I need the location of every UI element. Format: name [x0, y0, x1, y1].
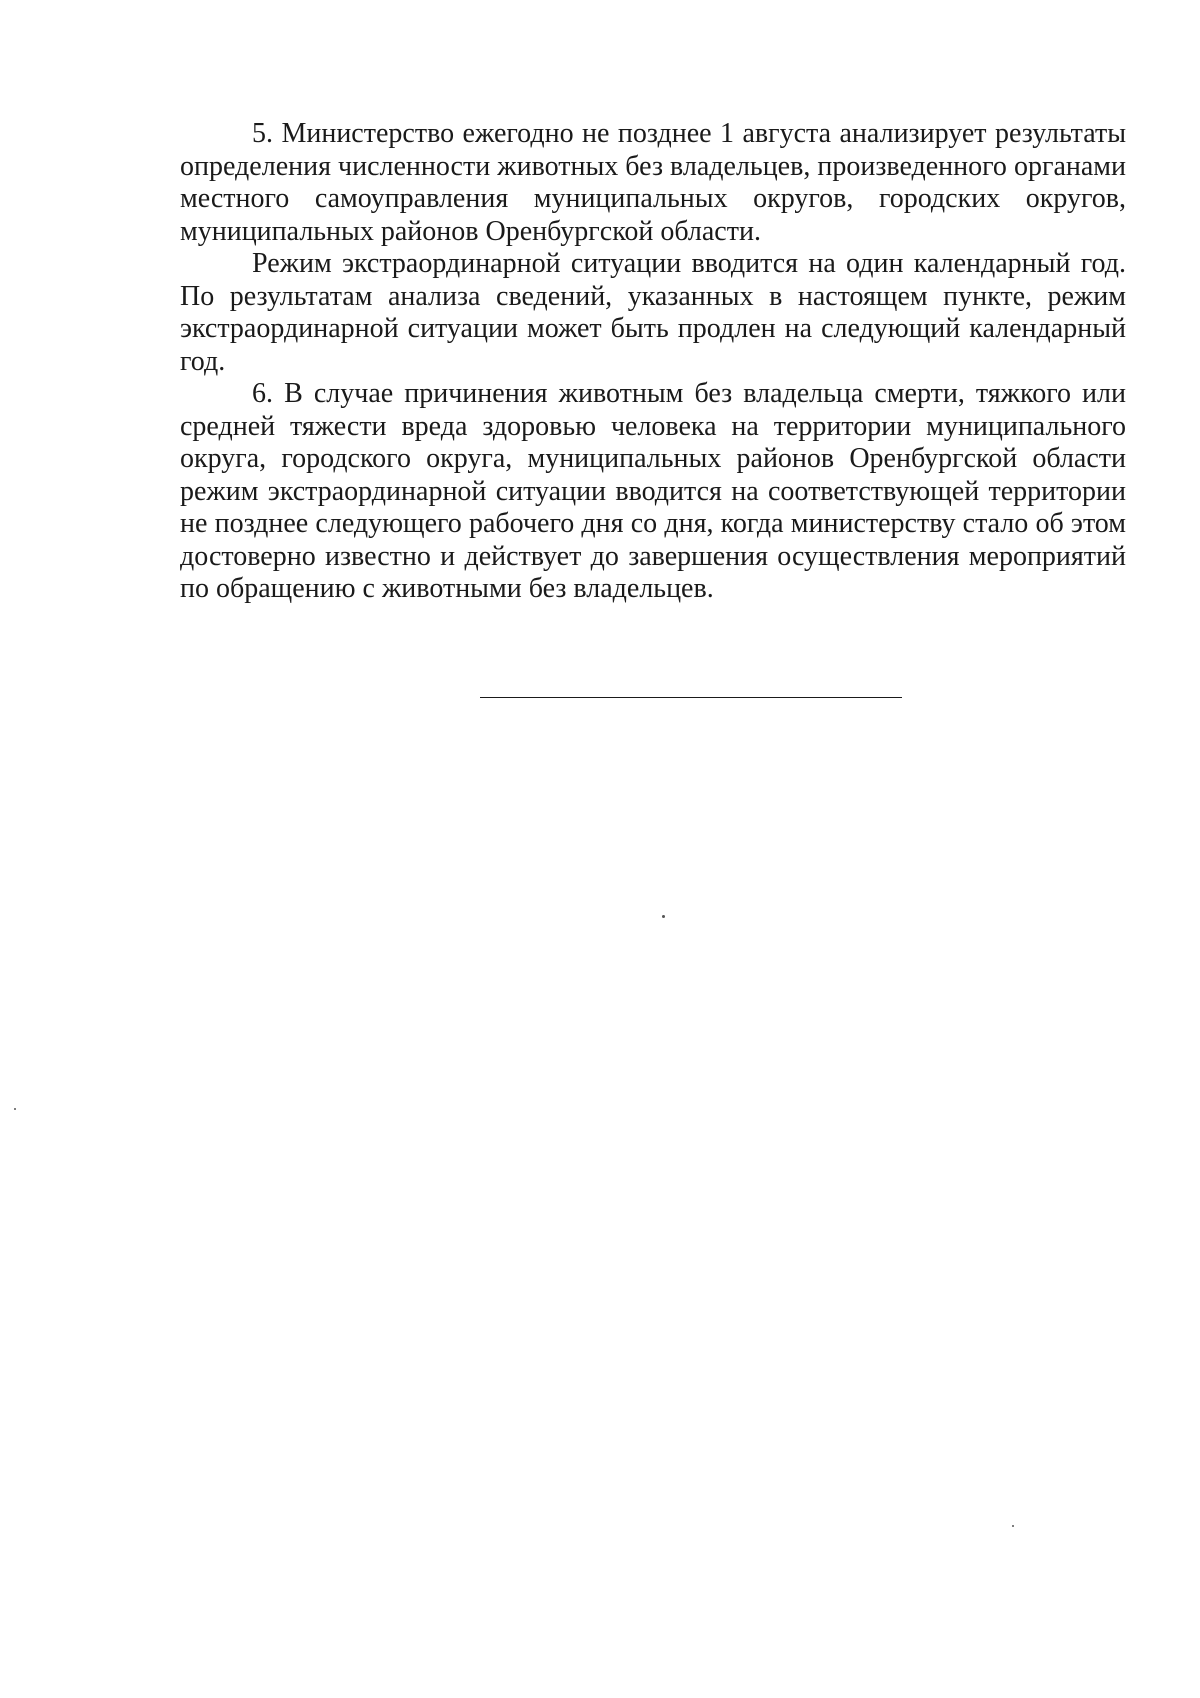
paragraph-5-regime: Режим экстраординарной ситуации вводится на один календарный год. По результатам анализа сведений, указанных в настоящем пункте, режим экстраординарной ситуации может быть продлен на следующий календарный год.	[180, 248, 1126, 377]
paragraph-5: 5. Министерство ежегодно не позднее 1 августа анализирует результаты определения численности животных без владельцев, произведенного органами местного самоуправления муниципальных округов, городских округов, муниципальных районов Оренбургской области.	[180, 118, 1126, 247]
end-of-text-rule	[480, 697, 902, 698]
document-body	[180, 118, 1126, 606]
scan-speck	[1012, 1525, 1014, 1527]
scan-speck	[14, 1108, 16, 1110]
paragraph-6: 6. В случае причинения животным без владельца смерти, тяжкого или средней тяжести вреда здоровью человека на территории муниципального округа, городского округа, муниципальных районов Оренбургской области режим экстраординарной ситуации вводится на соответствующей территории не позднее следующего рабочего дня со дня, когда министерству стало об этом достоверно известно и действует до завершения осуществления мероприятий по обращению с животными без владельцев.	[180, 378, 1126, 604]
scan-speck	[662, 915, 665, 918]
